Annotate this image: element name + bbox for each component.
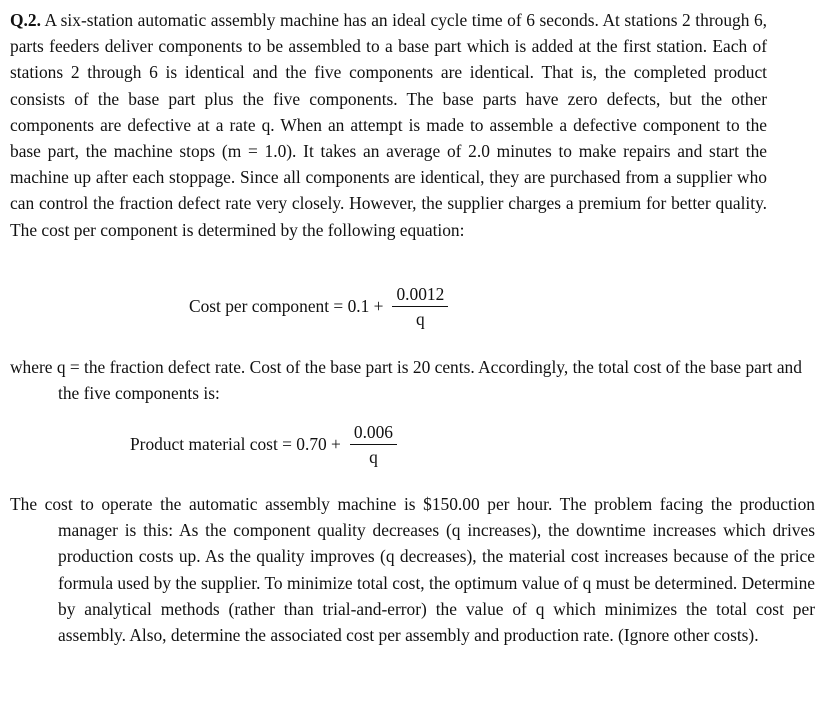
equation-fraction	[350, 422, 397, 467]
fraction-numerator: 0.0012	[392, 284, 448, 307]
equation-lhs: Cost per component = 0.1 +	[189, 296, 384, 316]
equation-fraction	[392, 284, 448, 329]
problem-statement	[10, 7, 767, 243]
definition-paragraph: where q = the fraction defect rate. Cost of the base part is 20 cents. Accordingly, the total cost of the base part and the five components is:	[10, 357, 802, 404]
task-paragraph: The cost to operate the automatic assembly machine is $150.00 per hour. The problem facing the production manager is this: As the component quality decreases (q increases), the downtime increases which drives production costs up. As the quality improves (q decreases), the material cost increases because of the price formula used by the supplier. To minimize total cost, the optimum value of q must be determined. Determine by analytical methods (rather than trial-and-error) the value of q which minimizes the total cost per assembly. Also, determine the associated cost per assembly and production rate. (Ignore other costs).	[10, 494, 815, 646]
fraction-denominator: q	[369, 447, 378, 467]
cost-per-component-equation	[189, 284, 448, 329]
equation-lhs: Product material cost = 0.70 +	[130, 434, 341, 454]
fraction-denominator: q	[416, 309, 425, 329]
product-material-cost-equation	[130, 422, 397, 467]
problem-statement-text: A six-station automatic assembly machine has an ideal cycle time of 6 seconds. At stations 2 through 6, parts feeders deliver components to be assembled to a base part which is added at the first station. Each of stations 2 through 6 is identical and the five components are identical. That is, the completed product consists of the base part plus the five components. The base parts have zero defects, but the other components are defective at a rate q. When an attempt is made to assemble a defective component to the base part, the machine stops (m = 1.0). It takes an average of 2.0 minutes to make repairs and start the machine up after each stoppage. Since all components are identical, they are purchased from a supplier who can control the fraction defect rate very closely. However, the supplier charges a premium for better quality. The cost per component is determined by the following equation:	[10, 10, 767, 240]
fraction-numerator: 0.006	[350, 422, 397, 445]
question-number: Q.2.	[10, 10, 41, 30]
